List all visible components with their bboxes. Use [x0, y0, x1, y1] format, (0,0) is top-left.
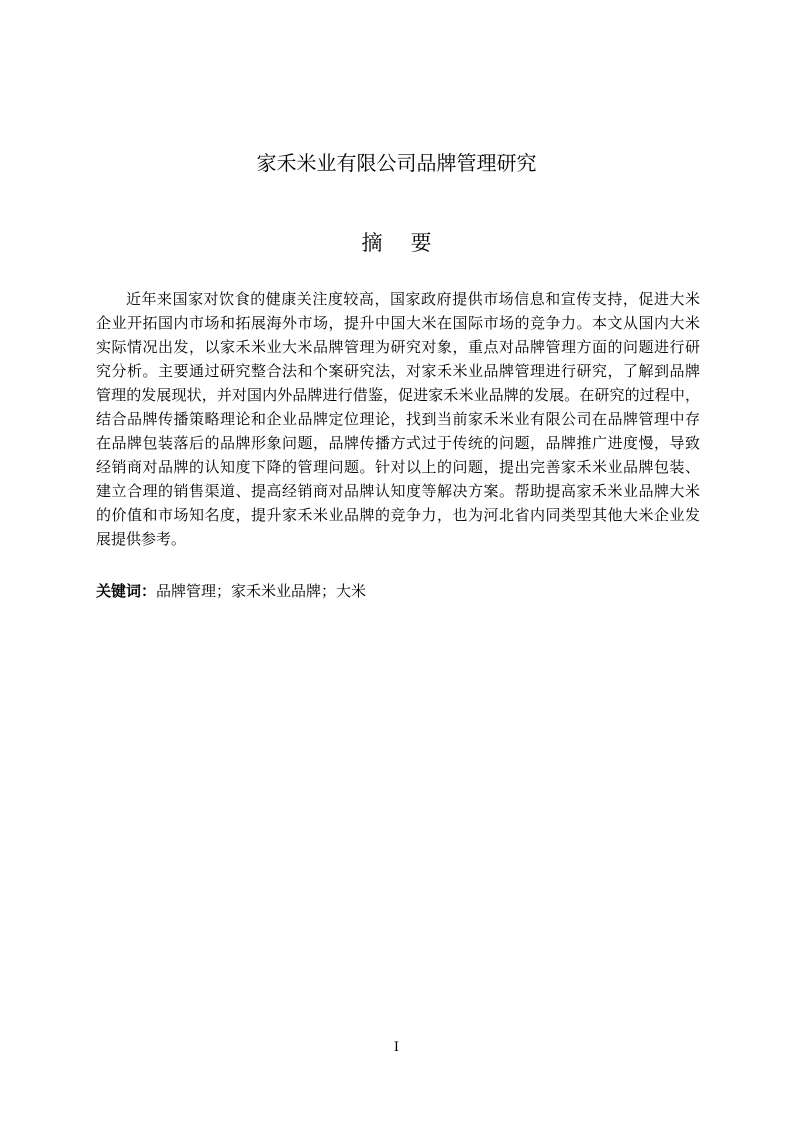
keywords-line — [96, 579, 366, 603]
abstract-line: 在品牌包装落后的品牌形象问题，品牌传播方式过于传统的问题，品牌推广进度慢，导致 — [96, 434, 700, 452]
abstract-heading: 摘要 — [361, 231, 460, 255]
abstract-line: 经销商对品牌的认知度下降的管理问题。针对以上的问题，提出完善家禾米业品牌包装、 — [96, 458, 700, 476]
abstract-line: 管理的发展现状，并对国内外品牌进行借鉴，促进家禾米业品牌的发展。在研究的过程中， — [96, 386, 700, 404]
abstract-line: 结合品牌传播策略理论和企业品牌定位理论，找到当前家禾米业有限公司在品牌管理中存 — [96, 410, 700, 428]
abstract-line: 建立合理的销售渠道、提高经销商对品牌认知度等解决方案。帮助提高家禾米业品牌大米 — [96, 482, 700, 500]
page-number: I — [393, 1040, 400, 1055]
abstract-body — [96, 287, 700, 551]
abstract-line: 企业开拓国内市场和拓展海外市场，提升中国大米在国际市场的竞争力。本文从国内大米 — [96, 314, 700, 332]
abstract-line: 近年来国家对饮食的健康关注度较高，国家政府提供市场信息和宣传支持，促进大米 — [126, 290, 700, 308]
document-title: 家禾米业有限公司品牌管理研究 — [256, 151, 537, 175]
abstract-line: 的价值和市场知名度，提升家禾米业品牌的竞争力，也为河北省内同类型其他大米企业发 — [96, 506, 700, 524]
abstract-line: 实际情况出发，以家禾米业大米品牌管理为研究对象，重点对品牌管理方面的问题进行研 — [96, 338, 700, 356]
abstract-line: 究分析。主要通过研究整合法和个案研究法，对家禾米业品牌管理进行研究，了解到品牌 — [96, 362, 700, 380]
abstract-line: 展提供参考。 — [96, 530, 187, 548]
keywords-text: 品牌管理；家禾米业品牌；大米 — [156, 582, 367, 600]
keywords-label: 关键词： — [96, 582, 157, 600]
